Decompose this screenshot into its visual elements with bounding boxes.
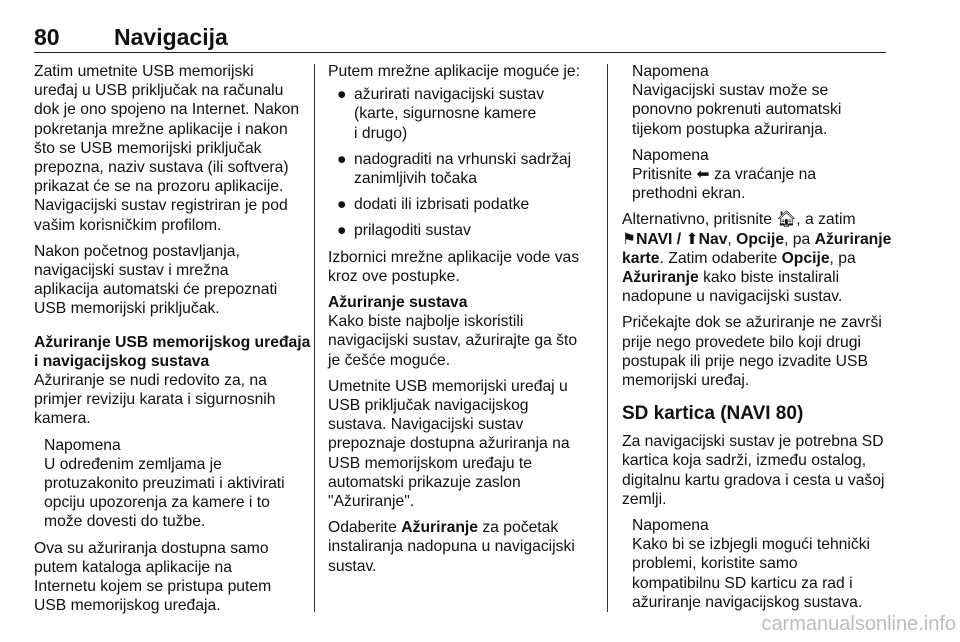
- col1-paragraph-3: Ažuriranje se nudi redovito za, na primjer reviziju karata i sigurnosnih kamera.: [34, 372, 276, 428]
- col3-note-1: Napomena Navigacijski sustav može se ponovno pokrenuti automatski tijekom postupka ažuriranja.: [622, 62, 888, 139]
- col1-paragraph-4: Ova su ažuriranja dostupna samo putem kataloga aplikacije na Internetu kojem se pristupa putem USB memorijskog uređaja.: [34, 539, 272, 615]
- page-title: Navigacija: [114, 24, 228, 50]
- col2-paragraph-1: Izbornici mrežne aplikacije vode vas kroz ove postupke.: [328, 248, 580, 285]
- col2-paragraph-3: Umetnite USB memorijski uređaj u USB priključak navigacijskog sustava. Navigacijski sustav prepoznaje dostupna ažuriranja na USB memorijskom uređaju te automatski prikazuje zaslon "Ažuriranje".: [328, 377, 570, 511]
- col2-paragraph-2: Kako biste najbolje iskoristili navigacijski sustav, ažurirajte ga što je češće moguće.: [328, 313, 578, 369]
- col2-heading-system-update: Ažuriranje sustava: [328, 294, 468, 312]
- col2-paragraph-4: Odaberite Ažuriranje za početak instaliranja nadopuna u navigacijski sustav.: [328, 519, 575, 575]
- column-2: [328, 62, 594, 583]
- column-1: [34, 62, 311, 622]
- col3-paragraph-3: Za navigacijski sustav je potrebna SD kartica koja sadrži, između ostalog, digitalnu kartu gradova i cesta u vašoj zemlji.: [622, 433, 885, 508]
- col1-paragraph-1: Zatim umetnite USB memorijski uređaj u USB priključak na računalu dok je ono spojeno na Internet. Nakon pokretanja mrežne aplikacije i nakon što se USB memorijski priključak prepozna, naziv sustava (ili softvera) prikazat će se na prozoru aplikacije. Navigacijski sustav registriran je pod vašim korisničkim profilom.: [34, 63, 300, 234]
- col3-paragraph-1: Alternativno, pritisnite 🏠︎, a zatim ⚑NAVI / ⬆Nav, Opcije, pa Ažuriranje karte. Zatim odaberite Opcije, pa Ažuriranje kako biste instalirali nadopune u navigacijski sustav.: [622, 211, 892, 306]
- col3-paragraph-2: Pričekajte dok se ažuriranje ne završi prije nego provedete bilo koji drugi postupak ili prije nego izvadite USB memorijski uređaj.: [622, 314, 882, 390]
- col3-section-heading: SD kartica (NAVI 80): [622, 403, 804, 425]
- col2-bullet-list: [328, 85, 594, 240]
- note-title: Napomena: [44, 436, 121, 454]
- home-icon: 🏠︎: [776, 211, 797, 229]
- col3-note-3: Napomena Kako bi se izbjegli mogući tehnički problemi, koristite samo kompatibilnu SD karticu za rad i ažuriranje navigacijskog sustava.: [622, 516, 888, 612]
- note-title: Napomena: [632, 517, 709, 535]
- bullet-item: ● ažurirati navigacijski sustav (karte, sigurnosne kamere i drugo): [337, 86, 545, 142]
- flag-icon: ⚑: [622, 230, 637, 248]
- page-header: [34, 22, 886, 52]
- header-rule: [34, 52, 886, 53]
- bullet-dot-icon: ●: [337, 222, 347, 240]
- bullet-dot-icon: ●: [337, 196, 347, 214]
- note-title: Napomena: [632, 146, 709, 164]
- bullet-item: ● nadograditi na vrhunski sadržaj zanimljivih točaka: [337, 150, 572, 188]
- col1-paragraph-2: Nakon početnog postavljanja, navigacijski sustav i mrežna aplikacija automatski će prepoznati USB memorijski priključak.: [34, 242, 278, 318]
- back-arrow-icon: ⬅: [696, 166, 710, 184]
- column-divider-1: [314, 64, 315, 612]
- watermark: carmanualsonline.info: [761, 613, 956, 635]
- bullet-dot-icon: ●: [337, 86, 347, 104]
- bullet-item: ● prilagoditi sustav: [337, 222, 471, 240]
- col1-note: Napomena U određenim zemljama je protuzakonito preuzimati i aktivirati opciju upozorenja za kamere i to može dovesti do tužbe.: [34, 436, 304, 532]
- column-divider-2: [607, 64, 608, 612]
- col2-intro: Putem mrežne aplikacije moguće je:: [328, 63, 580, 80]
- bullet-dot-icon: ●: [337, 150, 347, 168]
- bullet-item: ● dodati ili izbrisati podatke: [337, 196, 530, 214]
- up-arrow-icon: ⬆: [685, 230, 699, 248]
- col1-heading-usb-update: Ažuriranje USB memorijskog uređaja i navigacijskog sustava: [34, 333, 311, 370]
- page-number: 80: [34, 24, 60, 50]
- col3-note-2: Napomena Pritisnite ⬅ za vraćanje na prethodni ekran.: [622, 146, 888, 204]
- column-3: [622, 62, 892, 619]
- note-title: Napomena: [632, 63, 709, 80]
